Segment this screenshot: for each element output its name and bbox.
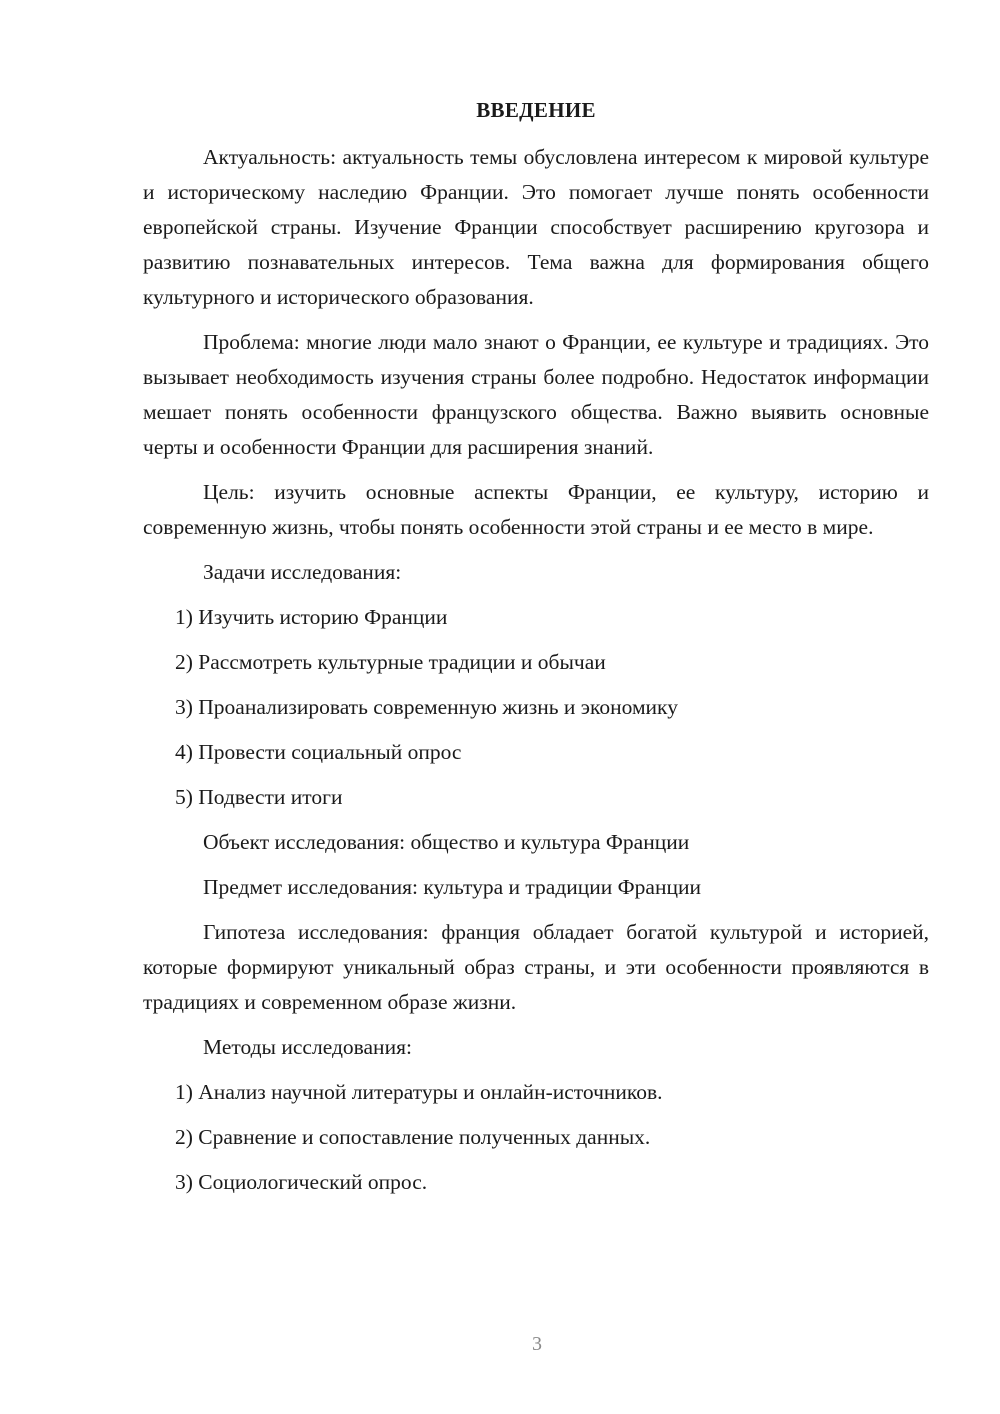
methods-heading: Методы исследования: xyxy=(203,1035,412,1059)
research-object: Объект исследования: общество и культура Франции xyxy=(203,830,690,854)
list-item: 5) Подвести итоги xyxy=(175,785,343,809)
list-item: 4) Провести социальный опрос xyxy=(175,740,462,764)
list-item: 1) Изучить историю Франции xyxy=(175,605,448,629)
tasks-heading: Задачи исследования: xyxy=(203,560,402,584)
list-item: 2) Рассмотреть культурные традиции и обычаи xyxy=(175,650,606,674)
list-item: 3) Проанализировать современную жизнь и экономику xyxy=(175,695,678,719)
list-item: 1) Анализ научной литературы и онлайн-источников. xyxy=(175,1080,663,1104)
hypothesis-paragraph: Гипотеза исследования: франция обладает богатой культурой и историей, которые формируют уникальный образ страны, и эти особенности проявляются в традициях и современном образе жизни. xyxy=(143,920,929,1014)
page-content xyxy=(143,94,929,1210)
tasks-list xyxy=(143,600,929,815)
goal-paragraph: Цель: изучить основные аспекты Франции, ее культуру, историю и современную жизнь, чтобы понять особенности этой страны и ее место в мире. xyxy=(143,480,929,539)
section-title: ВВЕДЕНИЕ xyxy=(476,98,596,122)
methods-list xyxy=(143,1075,929,1200)
page-number: 3 xyxy=(532,1333,542,1355)
research-subject: Предмет исследования: культура и традиции Франции xyxy=(203,875,701,899)
problem-paragraph: Проблема: многие люди мало знают о Франции, ее культуре и традициях. Это вызывает необходимость изучения страны более подробно. Недостаток информации мешает понять особенности французского общества. Важно выявить основные черты и особенности Франции для расширения знаний. xyxy=(143,330,929,459)
list-item: 2) Сравнение и сопоставление полученных данных. xyxy=(175,1125,651,1149)
list-item: 3) Социологический опрос. xyxy=(175,1170,428,1194)
relevance-paragraph: Актуальность: актуальность темы обусловлена интересом к мировой культуре и историческому наследию Франции. Это помогает лучше понять особенности европейской страны. Изучение Франции способствует расширению кругозора и развитию познавательных интересов. Тема важна для формирования общего культурного и исторического образования. xyxy=(143,145,929,309)
